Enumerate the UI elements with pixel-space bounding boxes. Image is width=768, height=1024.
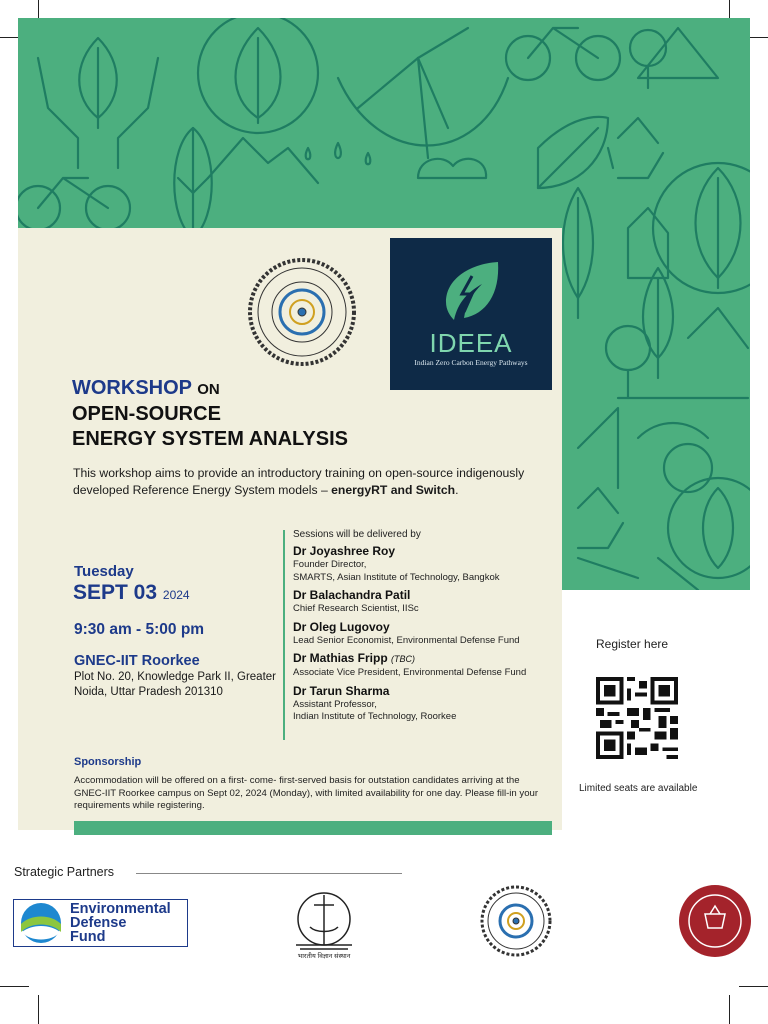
intro-end: . [455,483,459,497]
sponsorship-title: Sponsorship [74,756,142,768]
speaker-tbc-tag: (TBC) [391,654,416,664]
edf-logo [13,899,188,947]
partners-divider [136,873,402,874]
speaker-name: Dr Oleg Lugovoy [293,619,390,634]
speaker-affiliation: SMARTS, Asian Institute of Technology, Bangkok [293,571,500,583]
title-line3: ENERGY SYSTEM ANALYSIS [72,428,348,450]
title-line2: OPEN-SOURCE [72,403,221,425]
speaker-name-line [293,651,555,667]
sponsorship-text: Accommodation will be offered on a first- come- first-served basis for outstation candidates arriving at the GNEC-IIT Roorkee campus on Sept 02, 2024 (Monday), with limited availability for one day. Please fill-in your requirements while registering. [74,775,539,811]
ideea-logo [390,238,552,390]
edf-line2: Defense [70,915,127,931]
register-label: Register here [596,637,669,651]
green-accent-bar [74,821,552,835]
edf-line3: Fund [70,929,106,945]
sessions-list [293,529,555,728]
edf-name [70,902,171,944]
title-on: ON [197,381,220,398]
edf-line1: Environmental [70,901,171,917]
venue-address: Plot No. 20, Knowledge Park II, Greater Noida, Uttar Pradesh 201310 [74,671,276,698]
speaker-role: Founder Director, [293,559,367,570]
speaker-name: Dr Balachandra Patil [293,588,411,602]
iit-roorkee-logo [248,258,356,366]
speaker-affiliation: Indian Institute of Technology, Roorkee [293,711,457,722]
iit-roorkee-partner-logo [480,885,552,957]
speaker-item [293,588,555,616]
iisc-logo [286,887,362,959]
speaker-role: Assistant Professor, [293,698,377,710]
workshop-title [72,376,512,452]
speaker-name: Dr Joyashree Roy [293,544,396,558]
ideea-subtitle: Indian Zero Carbon Energy Pathways [414,358,528,367]
speaker-item [293,684,555,724]
speaker-role: Chief Research Scientist, IISc [293,603,419,614]
event-time: 9:30 am - 5:00 pm [74,621,205,638]
speaker-role: Lead Senior Economist, Environmental Defense Fund [293,634,520,646]
lightning-leaf-icon [438,258,504,324]
crop-mark [729,995,730,1024]
iit-kanpur-logo [678,884,752,958]
speaker-item [293,620,555,648]
limited-seats-note: Limited seats are available [579,783,698,794]
title-workshop: WORKSHOP [72,377,192,399]
venue-name: GNEC-IIT Roorkee [74,653,200,669]
event-year: 2024 [162,588,190,602]
sessions-header: Sessions will be delivered by [293,529,421,540]
registration-qr-code[interactable] [596,677,678,759]
crop-mark [739,986,768,987]
crop-mark [38,995,39,1024]
event-date-text: SEPT 03 [73,581,158,604]
speaker-name: Dr Mathias Fripp [293,651,388,665]
speaker-item [293,651,555,680]
iisc-caption: भारतीय विज्ञान संस्थान [297,953,351,960]
intro-text: This workshop aims to provide an introductory training on open-source indigenously developed Reference Energy System models – [73,466,525,497]
speaker-role: Associate Vice President, Environmental Defense Fund [293,667,527,678]
crop-mark [0,986,29,987]
speaker-name: Dr Tarun Sharma [293,683,390,698]
intro-paragraph [73,465,553,499]
edf-wave-icon [16,902,66,944]
intro-models: energyRT and Switch [331,483,456,497]
speaker-item [293,544,555,584]
strategic-partners-label: Strategic Partners [14,865,115,879]
divider-line [283,530,285,740]
ideea-title: IDEEA [429,328,513,358]
event-day: Tuesday [74,563,134,580]
event-date [73,581,190,605]
